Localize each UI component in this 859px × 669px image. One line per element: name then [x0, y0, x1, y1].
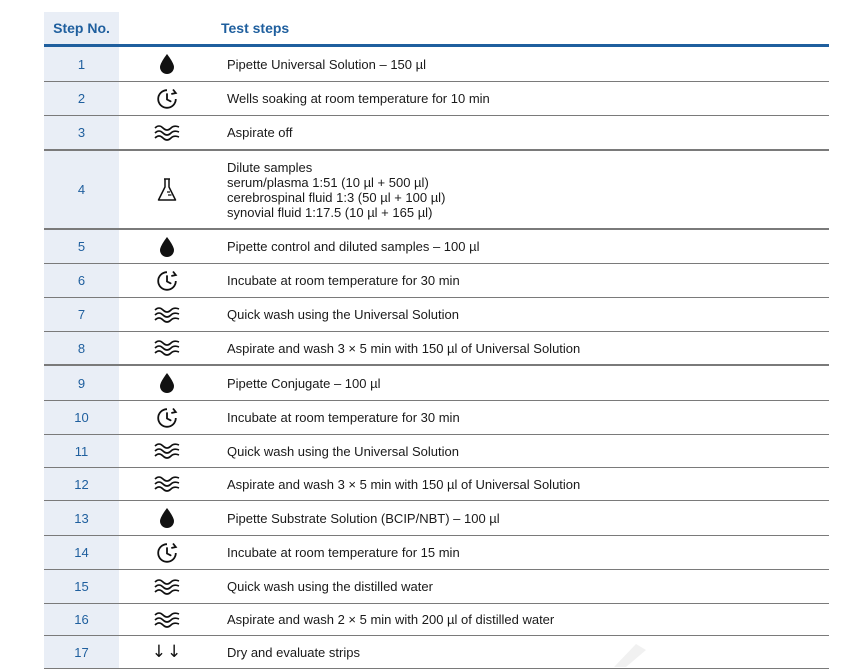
table-row [44, 536, 829, 570]
header-test-steps: Test steps [221, 20, 290, 36]
step-number: 17 [44, 636, 119, 668]
waves-icon [144, 116, 190, 149]
clock-icon [144, 264, 190, 297]
waves-icon [144, 332, 190, 364]
step-description [227, 332, 829, 364]
table-row [44, 82, 829, 116]
step-number: 7 [44, 298, 119, 331]
table-row [44, 47, 829, 82]
watermark-shape [610, 640, 650, 667]
step-description [227, 435, 829, 467]
step-description [227, 604, 829, 635]
step-text-line: Quick wash using the Universal Solution [227, 443, 459, 459]
step-text-line: Dilute samples [227, 159, 313, 175]
table-row [44, 332, 829, 366]
drop-icon [144, 230, 190, 263]
waves-icon [144, 435, 190, 467]
step-text-line: Pipette Universal Solution – 150 µl [227, 56, 426, 72]
drop-icon [144, 366, 190, 400]
step-description [227, 298, 829, 331]
table-body [44, 47, 829, 669]
step-number: 12 [44, 468, 119, 500]
table-row [44, 468, 829, 501]
header-step-no: Step No. [44, 12, 119, 44]
step-text-line: Dry and evaluate strips [227, 644, 360, 660]
waves-icon [144, 468, 190, 500]
step-text-line: Pipette Conjugate – 100 µl [227, 375, 381, 391]
table-row [44, 435, 829, 468]
step-text-line: Aspirate and wash 3 × 5 min with 150 µl of Universal Solution [227, 340, 581, 356]
step-text-line: Incubate at room temperature for 15 min [227, 545, 460, 560]
table-row [44, 570, 829, 604]
step-description [227, 47, 829, 81]
waves-icon [144, 298, 190, 331]
table-row [44, 230, 829, 264]
step-text-line: Wells soaking at room temperature for 10 min [227, 91, 490, 106]
step-text-line: Aspirate and wash 2 × 5 min with 200 µl of distilled water [227, 612, 555, 627]
waves-icon [144, 604, 190, 635]
step-number: 10 [44, 401, 119, 434]
step-description [227, 151, 829, 228]
step-text-line: synovial fluid 1:17.5 (10 µl + 165 µl) [227, 204, 433, 220]
step-description [227, 366, 829, 400]
table-row [44, 116, 829, 151]
clock-icon [144, 536, 190, 569]
step-description [227, 82, 829, 115]
step-number: 15 [44, 570, 119, 603]
step-text-line: Quick wash using the distilled water [227, 579, 433, 594]
step-text-line: Incubate at room temperature for 30 min [227, 410, 460, 425]
step-description [227, 401, 829, 434]
step-number: 13 [44, 501, 119, 535]
table-row [44, 604, 829, 636]
step-text-line: serum/plasma 1:51 (10 µl + 500 µl) [227, 174, 429, 190]
step-description [227, 264, 829, 297]
step-number: 2 [44, 82, 119, 115]
table-row [44, 264, 829, 298]
step-number: 5 [44, 230, 119, 263]
clock-icon [144, 82, 190, 115]
waves-icon [144, 570, 190, 603]
table-row [44, 401, 829, 435]
step-number: 14 [44, 536, 119, 569]
drop-icon [144, 501, 190, 535]
step-number: 16 [44, 604, 119, 635]
step-number: 9 [44, 366, 119, 400]
step-number: 6 [44, 264, 119, 297]
step-text-line: Aspirate and wash 3 × 5 min with 150 µl of Universal Solution [227, 476, 581, 492]
arrows-icon [144, 636, 190, 668]
table-row [44, 636, 829, 669]
step-number: 8 [44, 332, 119, 364]
step-text-line: Aspirate off [227, 125, 293, 140]
step-text-line: Quick wash using the Universal Solution [227, 307, 459, 322]
drop-icon [144, 47, 190, 81]
table-row [44, 366, 829, 401]
step-description [227, 116, 829, 149]
step-number: 3 [44, 116, 119, 149]
arrows-glyph: ↓↓ [151, 642, 183, 662]
flask-icon [144, 151, 190, 228]
step-description [227, 468, 829, 500]
step-number: 11 [44, 435, 119, 467]
step-text-line: Pipette Substrate Solution (BCIP/NBT) – 100 µl [227, 510, 500, 526]
step-description [227, 536, 829, 569]
step-text-line: Incubate at room temperature for 30 min [227, 273, 460, 288]
table-row [44, 501, 829, 536]
step-description [227, 501, 829, 535]
step-number: 4 [44, 151, 119, 228]
test-steps-table [44, 12, 829, 669]
step-number: 1 [44, 47, 119, 81]
step-text-line: Pipette control and diluted samples – 100 µl [227, 239, 480, 254]
clock-icon [144, 401, 190, 434]
table-row [44, 298, 829, 332]
step-description [227, 570, 829, 603]
table-header [44, 12, 829, 47]
step-text-line: cerebrospinal fluid 1:3 (50 µl + 100 µl) [227, 189, 446, 205]
table-row [44, 151, 829, 230]
step-description [227, 230, 829, 263]
step-description [227, 636, 829, 668]
